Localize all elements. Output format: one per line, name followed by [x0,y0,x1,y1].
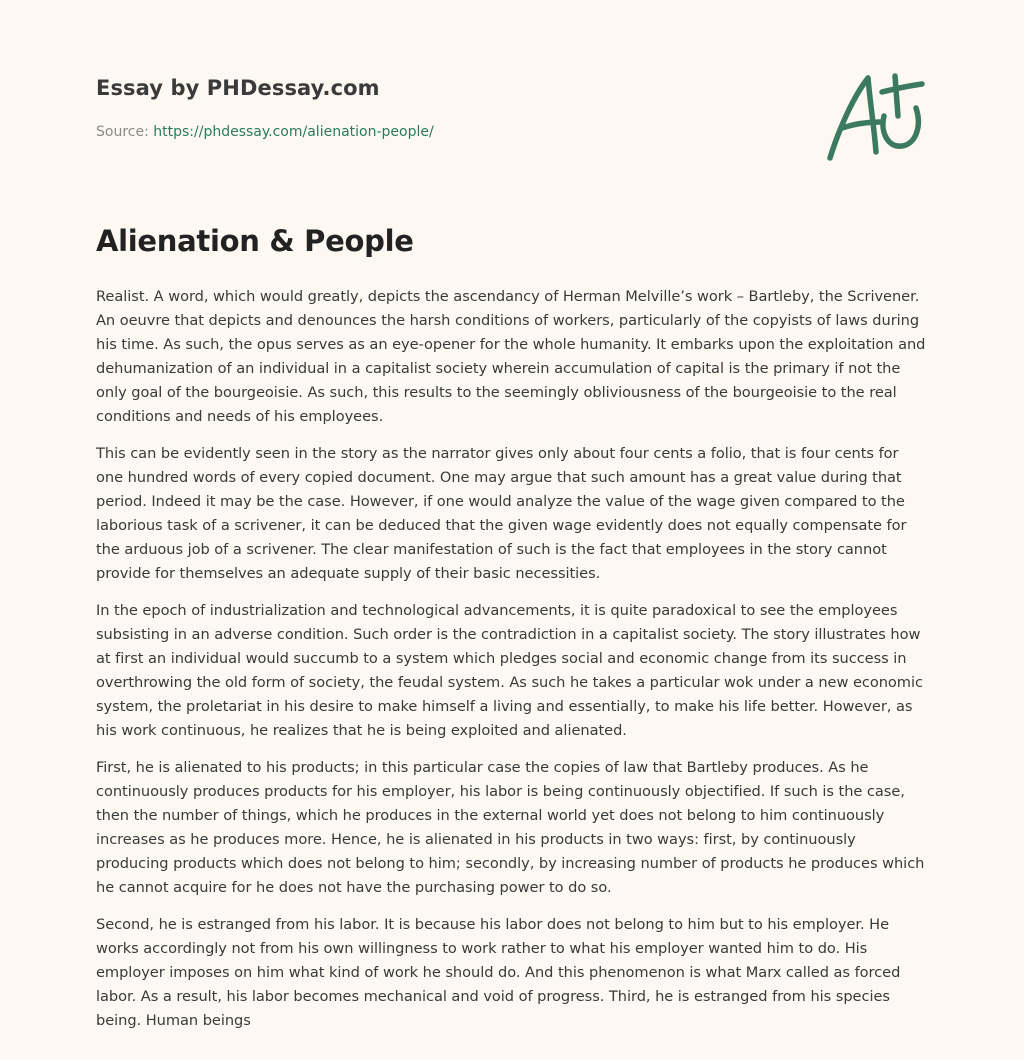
source-label: Source: [96,124,154,140]
site-title: Essay by PHDessay.com [96,76,380,100]
essay-paragraph: This can be evidently seen in the story as the narrator gives only about four cents a folio, that is four cents for one hundred words of every copied document. One may argue that such amount has a great value during that period. Indeed it may be the case. However, if one would analyze the value of the wage given compared to the laborious task of a scrivener, it can be deduced that the given wage evidently does not equally compensate for the arduous job of a scrivener. The clear manifestation of such is the fact that employees in the story cannot provide for themselves an adequate supply of their basic necessities. [96,445,907,582]
essay-paragraph: Second, he is estranged from his labor. It is because his labor does not belong to him but to his employer. He works accordingly not from his own willingness to work rather to what his employer wanted him to do. His employer imposes on him what kind of work he should do. And this phenomenon is what Marx called as forced labor. As a result, his labor becomes mechanical and void of progress. Third, he is estranged from his species being. Human beings [96,916,901,1029]
essay-paragraph: Realist. A word, which would greatly, depicts the ascendancy of Herman Melville’s work – Bartleby, the Scrivener. An oeuvre that depicts and denounces the harsh conditions of workers, particularly of the copyists of laws during his time. As such, the opus serves as an eye-opener for the whole humanity. It embarks upon the exploitation and dehumanization of an individual in a capitalist society wherein accumulation of capital is the primary if not the only goal of the bourgeoisie. As such, this results to the seemingly obliviousness of the bourgeoisie to the real conditions and needs of his employees. [96,288,926,425]
source-link[interactable]: https://phdessay.com/alienation-people/ [153,124,434,140]
source-line [96,124,434,140]
essay-title: Alienation & People [96,224,414,258]
a-plus-grade-icon [822,66,930,166]
essay-body [96,285,928,1046]
essay-paragraph: In the epoch of industrialization and technological advancements, it is quite paradoxical to see the employees subsisting in an adverse condition. Such order is the contradiction in a capitalist society. The story illustrates how at first an individual would succumb to a system which pledges social and economic change from its success in overthrowing the old form of society, the feudal system. As such he takes a particular wok under a new economic system, the proletariat in his desire to make himself a living and essentially, to make his life better. However, as his work continuous, he realizes that he is being exploited and alienated. [96,602,923,739]
essay-paragraph: First, he is alienated to his products; in this particular case the copies of law that Bartleby produces. As he continuously produces products for his employer, his labor is being continuously objectified. If such is the case, then the number of things, which he produces in the external world yet does not belong to him continuously increases as he produces more. Hence, he is alienated in his products in two ways: first, by continuously producing products which does not belong to him; secondly, by increasing number of products he produces which he cannot acquire for he does not have the purchasing power to do so. [96,759,925,896]
